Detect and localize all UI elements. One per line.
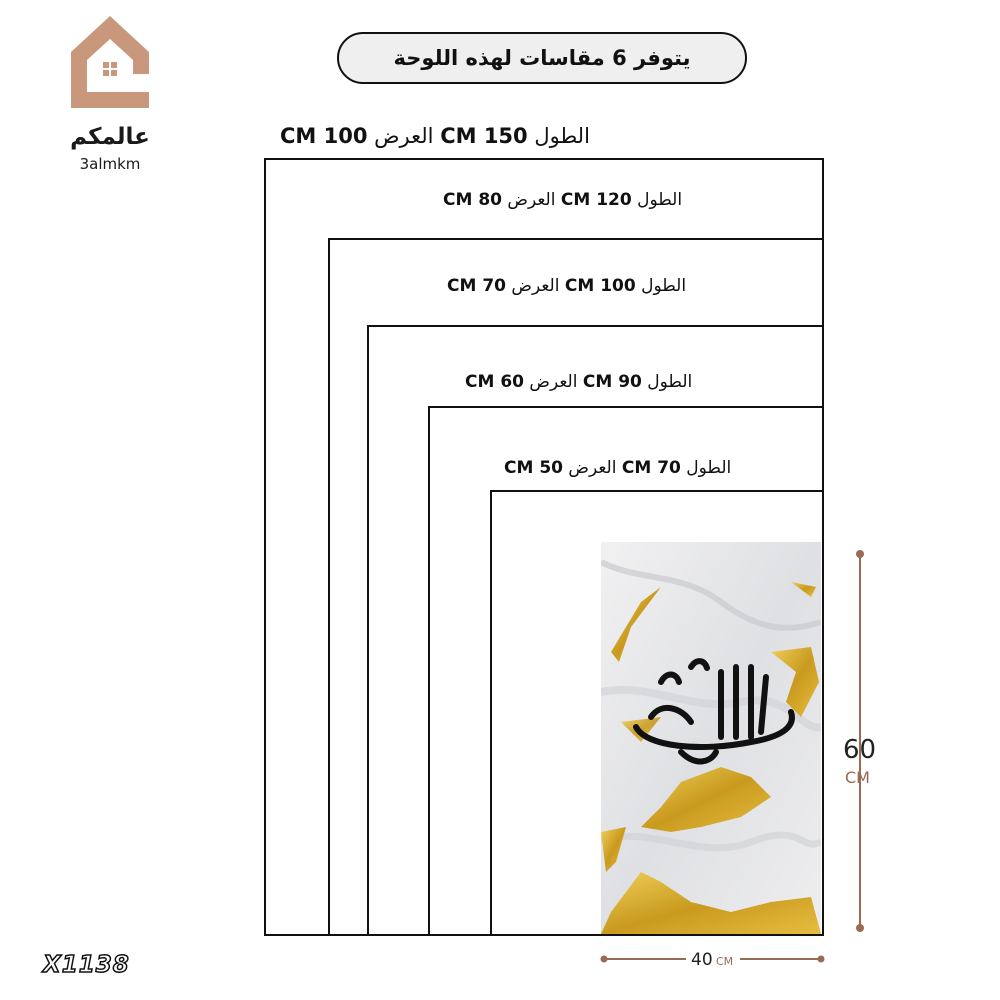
length-label: الطول [534, 124, 590, 148]
height-value: 60 [843, 735, 877, 765]
size-label-100x70 [447, 276, 686, 296]
length-value: 70 CM [621, 458, 681, 478]
brand-logo [55, 12, 165, 172]
length-value: 120 CM [560, 190, 632, 210]
length-label: الطول [641, 276, 687, 296]
width-value: 50 CM [504, 458, 563, 478]
width-unit: CM [716, 955, 734, 968]
length-value: 150 CM [440, 124, 528, 148]
size-label-70x50 [504, 458, 731, 478]
width-label: العرض [374, 124, 434, 148]
size-label-150x100 [280, 124, 590, 148]
product-code: X1138 [43, 952, 130, 978]
painting-preview [601, 542, 821, 934]
width-label: العرض [529, 372, 578, 392]
brand-name-arabic: عالمكم [70, 124, 150, 150]
sizes-available-banner: يتوفر 6 مقاسات لهذه اللوحة [337, 32, 747, 84]
length-value: 90 CM [582, 372, 642, 392]
length-value: 100 CM [564, 276, 636, 296]
size-label-120x80 [443, 190, 682, 210]
length-label: الطول [686, 458, 732, 478]
length-label: الطول [637, 190, 683, 210]
size-label-90x60 [465, 372, 692, 392]
width-value: 40 [691, 950, 713, 970]
width-label: العرض [511, 276, 560, 296]
width-value: 100 CM [280, 124, 368, 148]
width-value: 60 CM [465, 372, 524, 392]
width-value: 80 CM [443, 190, 502, 210]
marble-gold-artwork [601, 542, 821, 934]
width-value: 70 CM [447, 276, 506, 296]
width-label: العرض [568, 458, 617, 478]
house-logo-icon [67, 12, 153, 110]
width-label: العرض [507, 190, 556, 210]
length-label: الطول [647, 372, 693, 392]
height-unit: CM [845, 768, 870, 787]
brand-name-english: 3almkm [79, 155, 141, 173]
